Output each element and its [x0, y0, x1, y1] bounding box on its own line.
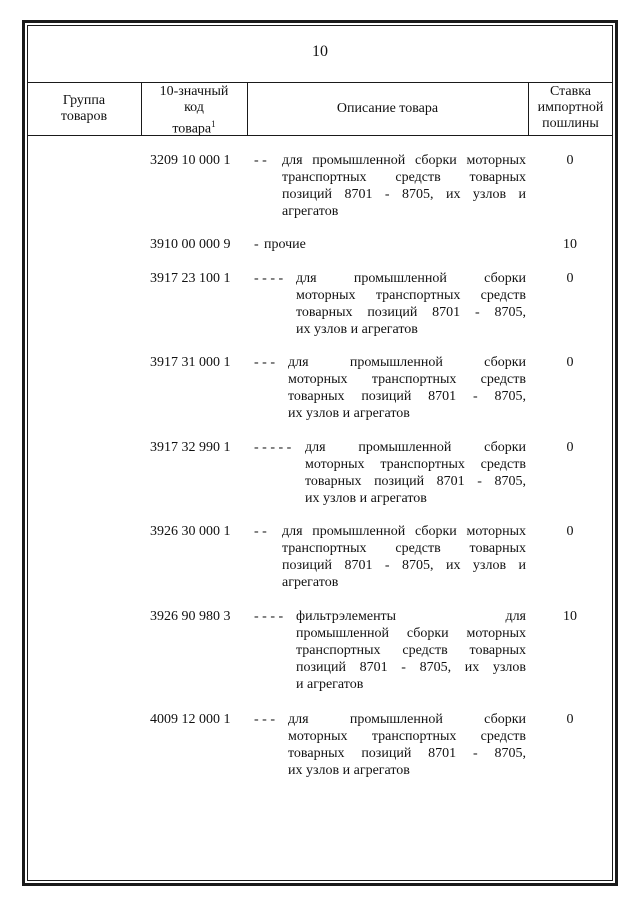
goods-description: [282, 523, 526, 591]
description-line: моторных транспортных средств: [296, 288, 526, 303]
level-dashes: - - -: [254, 712, 275, 727]
description-line: и агрегатов: [296, 677, 364, 692]
goods-code: 3926 30 000 1: [150, 524, 231, 539]
description-line: их узлов и агрегатов: [296, 322, 418, 337]
description-line: позиций 8701 - 8705, их узлов: [296, 660, 526, 675]
description-line: товарных позиций 8701 - 8705,: [288, 746, 526, 761]
header-rate: Ставка импортной пошлины: [537, 84, 604, 131]
description-line: позиций 8701 - 8705, их узлов и: [282, 558, 526, 573]
header-code: 10-значный код товара$^1$: [159, 84, 229, 137]
description-line: позиций 8701 - 8705, их узлов и: [282, 187, 526, 202]
level-dashes: - - - -: [254, 609, 284, 624]
goods-code: 3910 00 000 9: [150, 237, 231, 252]
import-duty-rate: 0: [566, 153, 574, 168]
page-number: 10: [312, 43, 328, 60]
import-duty-rate: 0: [566, 712, 574, 727]
import-duty-rate: 0: [566, 524, 574, 539]
description-line: для промышленной сборки: [305, 440, 526, 455]
description-line: для промышленной сборки моторных: [282, 524, 526, 539]
header-bottom-rule: [27, 135, 613, 136]
description-line: товарных позиций 8701 - 8705,: [305, 474, 526, 489]
goods-code: 3917 23 100 1: [150, 271, 231, 286]
goods-code: 3917 32 990 1: [150, 440, 231, 455]
description-line: промышленной сборки моторных: [296, 626, 526, 641]
description-line: моторных транспортных средств: [288, 372, 526, 387]
description-line: их узлов и агрегатов: [305, 491, 427, 506]
goods-description: [288, 711, 526, 779]
description-line: для промышленной сборки моторных: [282, 153, 526, 168]
goods-description: [264, 236, 526, 253]
level-dashes: - -: [254, 153, 267, 168]
goods-code: 3209 10 000 1: [150, 153, 231, 168]
goods-code: 3926 90 980 3: [150, 609, 231, 624]
import-duty-rate: 0: [566, 271, 574, 286]
level-dashes: - - - -: [254, 271, 284, 286]
import-duty-rate: 0: [566, 355, 574, 370]
header-top-rule: [27, 82, 613, 83]
description-line: транспортных средств товарных: [282, 541, 526, 556]
description-line: для промышленной сборки: [296, 271, 526, 286]
goods-description: [296, 608, 526, 693]
description-line: прочие: [264, 237, 306, 252]
description-line: товарных позиций 8701 - 8705,: [296, 305, 526, 320]
level-dashes: -: [254, 237, 259, 252]
goods-description: [282, 152, 526, 220]
description-line: агрегатов: [282, 204, 339, 219]
description-line: моторных транспортных средств: [305, 457, 526, 472]
description-line: транспортных средств товарных: [282, 170, 526, 185]
description-line: фильтрэлементы для: [296, 609, 526, 624]
level-dashes: - -: [254, 524, 267, 539]
description-line: агрегатов: [282, 575, 339, 590]
description-line: моторных транспортных средств: [288, 729, 526, 744]
header-description: Описание товара: [336, 101, 439, 116]
description-line: их узлов и агрегатов: [288, 406, 410, 421]
goods-description: [296, 270, 526, 338]
description-line: для промышленной сборки: [288, 355, 526, 370]
import-duty-rate: 0: [566, 440, 574, 455]
import-duty-rate: 10: [563, 237, 577, 252]
description-line: для промышленной сборки: [288, 712, 526, 727]
level-dashes: - - -: [254, 355, 275, 370]
description-line: товарных позиций 8701 - 8705,: [288, 389, 526, 404]
goods-code: 4009 12 000 1: [150, 712, 231, 727]
description-line: транспортных средств товарных: [296, 643, 526, 658]
import-duty-rate: 10: [563, 609, 577, 624]
goods-description: [305, 439, 526, 507]
header-group: Группа товаров: [60, 93, 108, 124]
goods-description: [288, 354, 526, 422]
description-line: их узлов и агрегатов: [288, 763, 410, 778]
goods-code: 3917 31 000 1: [150, 355, 231, 370]
level-dashes: - - - - -: [254, 440, 292, 455]
